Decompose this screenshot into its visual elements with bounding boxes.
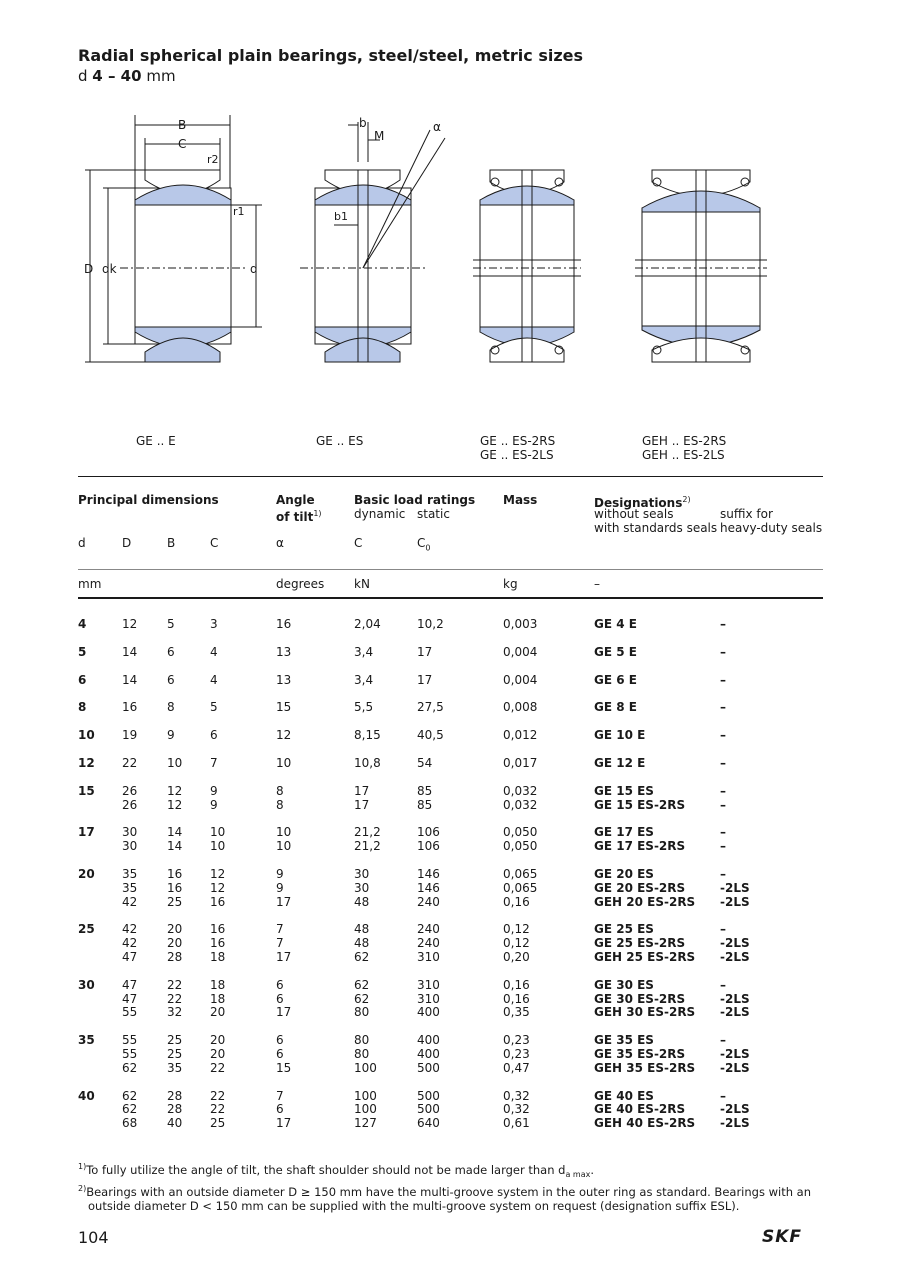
cell-D: 22 (122, 756, 138, 770)
cell-C: 18 18 20 (210, 977, 226, 1020)
cell-suf: – -2LS -2LS (720, 977, 750, 1020)
cell-mass: 0,003 (503, 617, 538, 631)
bearing-drawings (0, 100, 900, 400)
cell-B: 28 28 40 (167, 1088, 183, 1131)
cell-B: 12 12 (167, 783, 183, 812)
cell-suf: – (720, 728, 726, 743)
footnotes (78, 1160, 838, 1213)
cell-des: GE 35 ES GE 35 ES-2RS GEH 35 ES-2RS (594, 1033, 696, 1075)
cell-D: 62 62 68 (122, 1088, 138, 1131)
cell-C0: 240 240 310 (417, 922, 440, 964)
label-dk: dk (102, 262, 117, 276)
cell-Cdyn: 62 62 80 (354, 977, 370, 1020)
cell-B: 20 20 28 (167, 922, 183, 964)
cell-C0: 10,2 (417, 617, 444, 631)
label-b1: b1 (334, 210, 348, 223)
cell-B: 6 (167, 644, 175, 659)
label-M: M (374, 129, 385, 143)
cell-des: GE 6 E (594, 672, 637, 687)
cell-des: GE 15 ES GE 15 ES-2RS (594, 783, 686, 812)
label-b: b (359, 116, 367, 130)
cell-D: 16 (122, 700, 138, 715)
header-mid-rule (78, 569, 823, 570)
sym-C: C (210, 536, 219, 550)
cell-Cdyn: 10,8 (354, 756, 381, 770)
cell-alpha: 7 7 17 (276, 922, 292, 964)
cell-D: 14 (122, 644, 138, 659)
cell-d: 8 (78, 700, 87, 715)
cell-d: 25 (78, 922, 95, 937)
unit-mm: mm (78, 577, 102, 591)
cell-D: 55 55 62 (122, 1033, 138, 1075)
cell-B: 5 (167, 617, 175, 631)
cell-suf: – -2LS -2LS (720, 1088, 750, 1131)
unit-degrees: degrees (276, 577, 325, 591)
cell-des: GE 10 E (594, 728, 646, 743)
header-without-seals: without seals (594, 507, 674, 521)
cell-D: 19 (122, 728, 138, 743)
cell-C: 9 9 (210, 783, 218, 812)
page-number: 104 (78, 1228, 109, 1247)
cell-C: 16 16 18 (210, 922, 226, 964)
footnote-1: $^{1)}$To fully utilize the angle of tilt, the shaft shoulder should not be made larger than $d_{a max}$. (78, 1162, 594, 1180)
cell-D: 14 (122, 672, 138, 687)
cell-B: 22 22 32 (167, 977, 183, 1020)
cell-C0: 106 106 (417, 825, 440, 854)
cell-mass: 0,12 0,12 0,20 (503, 922, 530, 964)
cell-Cdyn: 100 100 127 (354, 1088, 377, 1131)
cell-alpha: 16 (276, 617, 292, 631)
cell-suf: – -2LS -2LS (720, 1033, 750, 1075)
sym-D: D (122, 536, 132, 550)
cell-C0: 27,5 (417, 700, 444, 715)
header-mass: Mass (503, 493, 538, 507)
cell-des: GE 4 E (594, 617, 637, 631)
cell-B: 16 16 25 (167, 867, 183, 909)
header-heavy-duty-seals: heavy-duty seals (720, 521, 823, 535)
cell-C0: 500 500 640 (417, 1088, 440, 1131)
cell-B: 14 14 (167, 825, 183, 854)
unit-kN: kN (354, 577, 370, 591)
cell-alpha: 12 (276, 728, 292, 743)
cell-d: 35 (78, 1033, 95, 1048)
unit-dash: – (594, 577, 600, 591)
cell-suf: – (720, 756, 726, 770)
cell-des: GE 17 ES GE 17 ES-2RS (594, 825, 686, 854)
sym-C0: $C_0$ (417, 536, 431, 553)
cell-mass: 0,065 0,065 0,16 (503, 867, 538, 909)
cell-alpha: 9 9 17 (276, 867, 292, 909)
cell-B: 6 (167, 672, 175, 687)
cell-C0: 85 85 (417, 783, 433, 812)
cell-d: 12 (78, 756, 95, 770)
cell-Cdyn: 48 48 62 (354, 922, 370, 964)
cell-mass: 0,012 (503, 728, 538, 743)
cell-Cdyn: 80 80 100 (354, 1033, 377, 1075)
cell-Cdyn: 17 17 (354, 783, 370, 812)
cell-C: 4 (210, 644, 218, 659)
cell-D: 12 (122, 617, 138, 631)
cell-D: 35 35 42 (122, 867, 138, 909)
cell-alpha: 8 8 (276, 783, 284, 812)
cell-C: 10 10 (210, 825, 226, 854)
size-range-value: 4 – 40 (92, 67, 142, 85)
drawing-ge-es-2rs (473, 170, 581, 362)
cell-suf: – – (720, 825, 726, 854)
unit-kg: kg (503, 577, 518, 591)
cell-suf: – -2LS -2LS (720, 867, 750, 909)
cell-suf: – – (720, 783, 726, 812)
drawing-ge-e (85, 115, 262, 362)
label-C: C (178, 137, 187, 151)
cell-des: GE 12 E (594, 756, 646, 770)
cell-suf: – (720, 617, 726, 631)
cell-d: 17 (78, 825, 95, 840)
cell-alpha: 13 (276, 644, 292, 659)
cell-C0: 400 400 500 (417, 1033, 440, 1075)
label-r2: r2 (207, 153, 219, 166)
cell-C: 5 (210, 700, 218, 715)
drawing-ge-es (300, 122, 445, 362)
cell-Cdyn: 21,2 21,2 (354, 825, 381, 854)
cell-des: GE 25 ES GE 25 ES-2RS GEH 25 ES-2RS (594, 922, 696, 964)
cell-des: GE 30 ES GE 30 ES-2RS GEH 30 ES-2RS (594, 977, 696, 1020)
cell-C: 6 (210, 728, 218, 743)
cell-mass: 0,017 (503, 756, 538, 770)
cell-des: GE 5 E (594, 644, 637, 659)
cell-Cdyn: 3,4 (354, 672, 374, 687)
label-B: B (178, 118, 187, 132)
cell-C: 7 (210, 756, 218, 770)
cell-B: 8 (167, 700, 175, 715)
header-with-standard-seals: with standards seals (594, 521, 718, 535)
sym-d: d (78, 536, 86, 550)
cell-B: 25 25 35 (167, 1033, 183, 1075)
cell-mass: 0,23 0,23 0,47 (503, 1033, 530, 1075)
cell-B: 9 (167, 728, 175, 743)
caption-geh-es-2rs: GEH .. ES-2RS GEH .. ES-2LS (642, 434, 727, 462)
cell-d: 10 (78, 728, 95, 743)
cell-mass: 0,16 0,16 0,35 (503, 977, 530, 1020)
cell-mass: 0,050 0,050 (503, 825, 538, 854)
cell-C0: 40,5 (417, 728, 444, 743)
cell-Cdyn: 3,4 (354, 644, 374, 659)
cell-alpha: 7 6 17 (276, 1088, 292, 1131)
cell-C: 22 22 25 (210, 1088, 226, 1131)
cell-D: 42 42 47 (122, 922, 138, 964)
size-range-prefix: d (78, 67, 93, 85)
cell-C0: 17 (417, 644, 433, 659)
header-dynamic: dynamic (354, 507, 406, 521)
cell-des: GE 40 ES GE 40 ES-2RS GEH 40 ES-2RS (594, 1088, 696, 1131)
cell-C: 4 (210, 672, 218, 687)
cell-des: GE 20 ES GE 20 ES-2RS GEH 20 ES-2RS (594, 867, 696, 909)
size-range-unit: mm (141, 67, 176, 85)
cell-mass: 0,004 (503, 644, 538, 659)
caption-ge-e: GE .. E (136, 434, 176, 448)
header-principal-dimensions: Principal dimensions (78, 493, 219, 507)
cell-alpha: 10 10 (276, 825, 292, 854)
cell-alpha: 10 (276, 756, 292, 770)
cell-alpha: 6 6 15 (276, 1033, 292, 1075)
header-bottom-rule (78, 597, 823, 599)
header-suffix-for: suffix for (720, 507, 773, 521)
label-D: D (84, 262, 94, 276)
size-range (78, 67, 176, 85)
cell-Cdyn: 30 30 48 (354, 867, 370, 909)
cell-alpha: 13 (276, 672, 292, 687)
header-basic-load-ratings: Basic load ratings (354, 493, 476, 507)
cell-C0: 17 (417, 672, 433, 687)
cell-C0: 310 310 400 (417, 977, 440, 1020)
cell-C0: 146 146 240 (417, 867, 440, 909)
cell-d: 40 (78, 1088, 95, 1103)
skf-logo: SKF (762, 1227, 803, 1247)
sym-alpha: α (276, 536, 284, 550)
label-d: d (250, 262, 258, 276)
cell-suf: – (720, 700, 726, 715)
drawing-geh-es-2rs (635, 170, 767, 362)
cell-Cdyn: 8,15 (354, 728, 381, 743)
sym-B: B (167, 536, 176, 550)
cell-d: 20 (78, 867, 95, 881)
header-designations: Designations$^{2)}$ (594, 495, 691, 510)
cell-Cdyn: 2,04 (354, 617, 381, 631)
page-title: Radial spherical plain bearings, steel/steel, metric sizes (78, 46, 584, 65)
caption-ge-es: GE .. ES (316, 434, 364, 448)
cell-mass: 0,32 0,32 0,61 (503, 1088, 530, 1131)
cell-D: 30 30 (122, 825, 138, 854)
cell-Cdyn: 5,5 (354, 700, 374, 715)
cell-B: 10 (167, 756, 183, 770)
footnote-2: $^{2)}$Bearings with an outside diameter D ≥ 150 mm have the multi-groove system in the outer ring as standard. Bearings with an outside diameter D < 150 mm can be supplied with the multi-groove system on request (designation suffix ESL). (78, 1184, 811, 1213)
cell-d: 15 (78, 783, 95, 798)
cell-des: GE 8 E (594, 700, 637, 715)
cell-C: 20 20 22 (210, 1033, 226, 1075)
cell-d: 30 (78, 977, 95, 992)
header-angle-of-tilt: Angle of tilt$^{1)}$ (276, 493, 322, 524)
cell-d: 5 (78, 644, 87, 659)
cell-d: 4 (78, 617, 87, 631)
label-alpha: α (433, 120, 441, 134)
cell-alpha: 15 (276, 700, 292, 715)
cell-D: 47 47 55 (122, 977, 138, 1020)
cell-C: 12 12 16 (210, 867, 226, 909)
cell-suf: – (720, 644, 726, 659)
cell-C0: 54 (417, 756, 433, 770)
header-static: static (417, 507, 450, 521)
label-r1: r1 (233, 205, 245, 218)
cell-D: 26 26 (122, 783, 138, 812)
caption-ge-es-2rs: GE .. ES-2RS GE .. ES-2LS (480, 434, 556, 462)
cell-mass: 0,008 (503, 700, 538, 715)
cell-C: 3 (210, 617, 218, 631)
cell-mass: 0,032 0,032 (503, 783, 538, 812)
cell-mass: 0,004 (503, 672, 538, 687)
cell-suf: – -2LS -2LS (720, 922, 750, 964)
cell-suf: – (720, 672, 726, 687)
cell-alpha: 6 6 17 (276, 977, 292, 1020)
header-top-rule (78, 476, 823, 477)
cell-d: 6 (78, 672, 87, 687)
sym-C-dynamic: C (354, 536, 363, 550)
